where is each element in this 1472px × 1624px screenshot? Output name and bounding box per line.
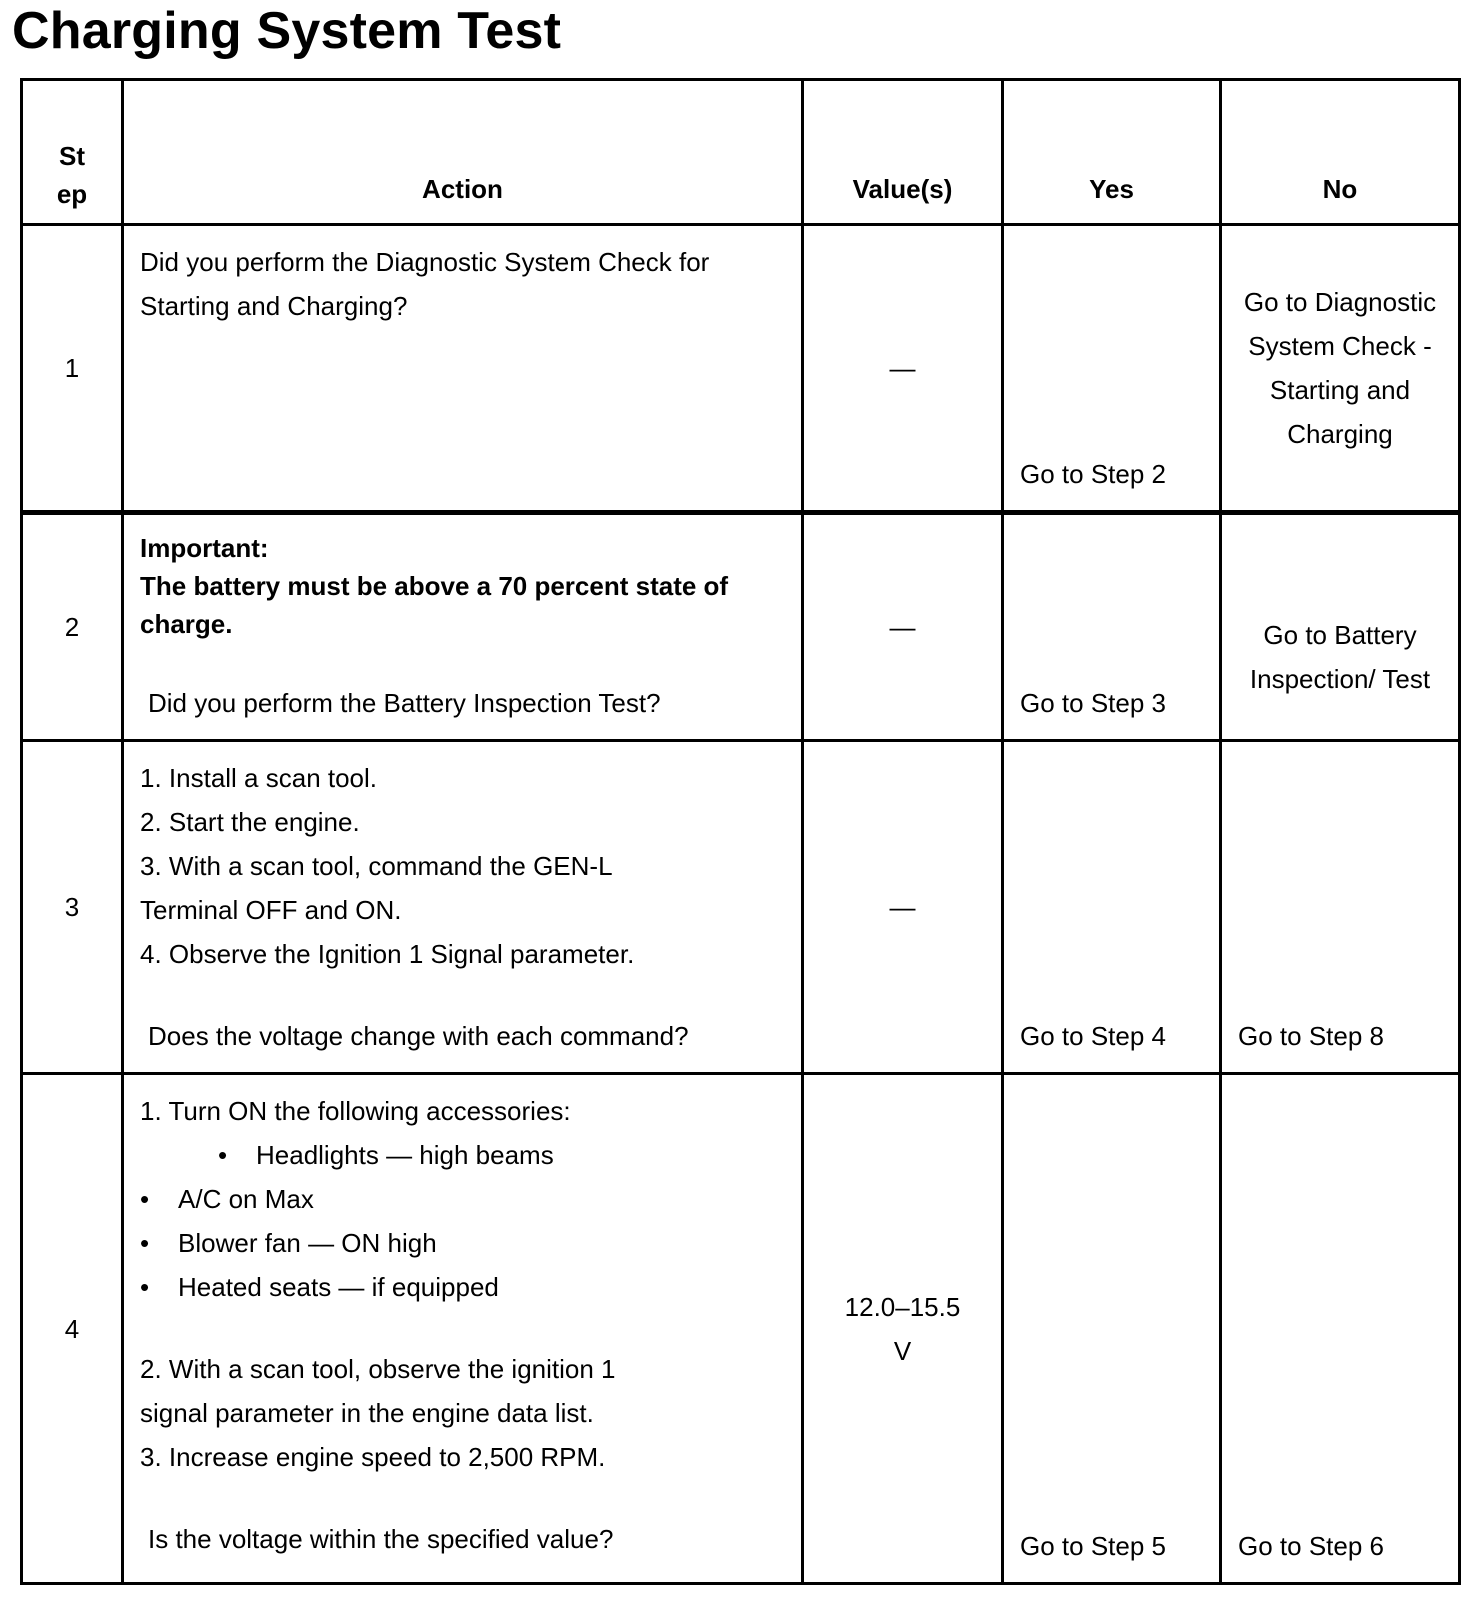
yes-cell: Go to Step 5 xyxy=(1003,1074,1221,1584)
diagnostic-table xyxy=(20,78,1461,1585)
important-label: Important: xyxy=(140,533,269,563)
no-cell: Go to Step 8 xyxy=(1221,741,1460,1074)
step-number: 4 xyxy=(22,1074,123,1584)
action-cell xyxy=(123,1074,803,1584)
list-item: 1. Install a scan tool. xyxy=(140,763,378,793)
no-cell: Go to Battery Inspection/ Test xyxy=(1221,513,1460,741)
table-row xyxy=(22,1074,1460,1584)
list-item: 2. Start the engine. xyxy=(140,807,360,837)
bullet-item: • A/C on Max xyxy=(140,1184,314,1214)
table-row xyxy=(22,513,1460,741)
table-row xyxy=(22,741,1460,1074)
header-yes: Yes xyxy=(1003,80,1221,225)
value-cell: — xyxy=(803,741,1003,1074)
header-row xyxy=(22,80,1460,225)
list-item: Terminal OFF and ON. xyxy=(140,895,402,925)
header-values: Value(s) xyxy=(803,80,1003,225)
yes-cell: Go to Step 3 xyxy=(1003,513,1221,741)
list-item: 3. With a scan tool, command the GEN-L xyxy=(140,851,613,881)
question-text: Did you perform the Battery Inspection Test? xyxy=(148,688,661,718)
bullet-item: • Headlights — high beams xyxy=(218,1140,554,1170)
step-number: 1 xyxy=(22,225,123,513)
step-number: 2 xyxy=(22,513,123,741)
yes-cell: Go to Step 4 xyxy=(1003,741,1221,1074)
page-title: Charging System Test xyxy=(12,2,562,60)
header-no: No xyxy=(1221,80,1460,225)
header-step: St ep xyxy=(22,80,123,225)
bullet-item: • Blower fan — ON high xyxy=(140,1228,437,1258)
question-text: Is the voltage within the specified value? xyxy=(148,1524,614,1554)
yes-cell: Go to Step 2 xyxy=(1003,225,1221,513)
value-cell: — xyxy=(803,225,1003,513)
value-cell: — xyxy=(803,513,1003,741)
no-cell: Go to Diagnostic System Check - Starting and Charging xyxy=(1221,225,1460,513)
list-item: 4. Observe the Ignition 1 Signal parameter. xyxy=(140,939,635,969)
action-cell xyxy=(123,513,803,741)
no-cell: Go to Step 6 xyxy=(1221,1074,1460,1584)
bullet-item: • Heated seats — if equipped xyxy=(140,1272,499,1302)
value-cell: 12.0–15.5 V xyxy=(803,1074,1003,1584)
header-action: Action xyxy=(123,80,803,225)
list-item: 3. Increase engine speed to 2,500 RPM. xyxy=(140,1442,606,1472)
action-cell: Did you perform the Diagnostic System Check for Starting and Charging? xyxy=(123,225,803,513)
step-number: 3 xyxy=(22,741,123,1074)
list-item: 2. With a scan tool, observe the ignition 1 xyxy=(140,1354,616,1384)
table-row xyxy=(22,225,1460,513)
list-item: 1. Turn ON the following accessories: xyxy=(140,1096,571,1126)
list-item: signal parameter in the engine data list. xyxy=(140,1398,594,1428)
action-cell xyxy=(123,741,803,1074)
question-text: Does the voltage change with each command? xyxy=(148,1021,689,1051)
important-text: The battery must be above a 70 percent state of charge. xyxy=(140,571,729,639)
